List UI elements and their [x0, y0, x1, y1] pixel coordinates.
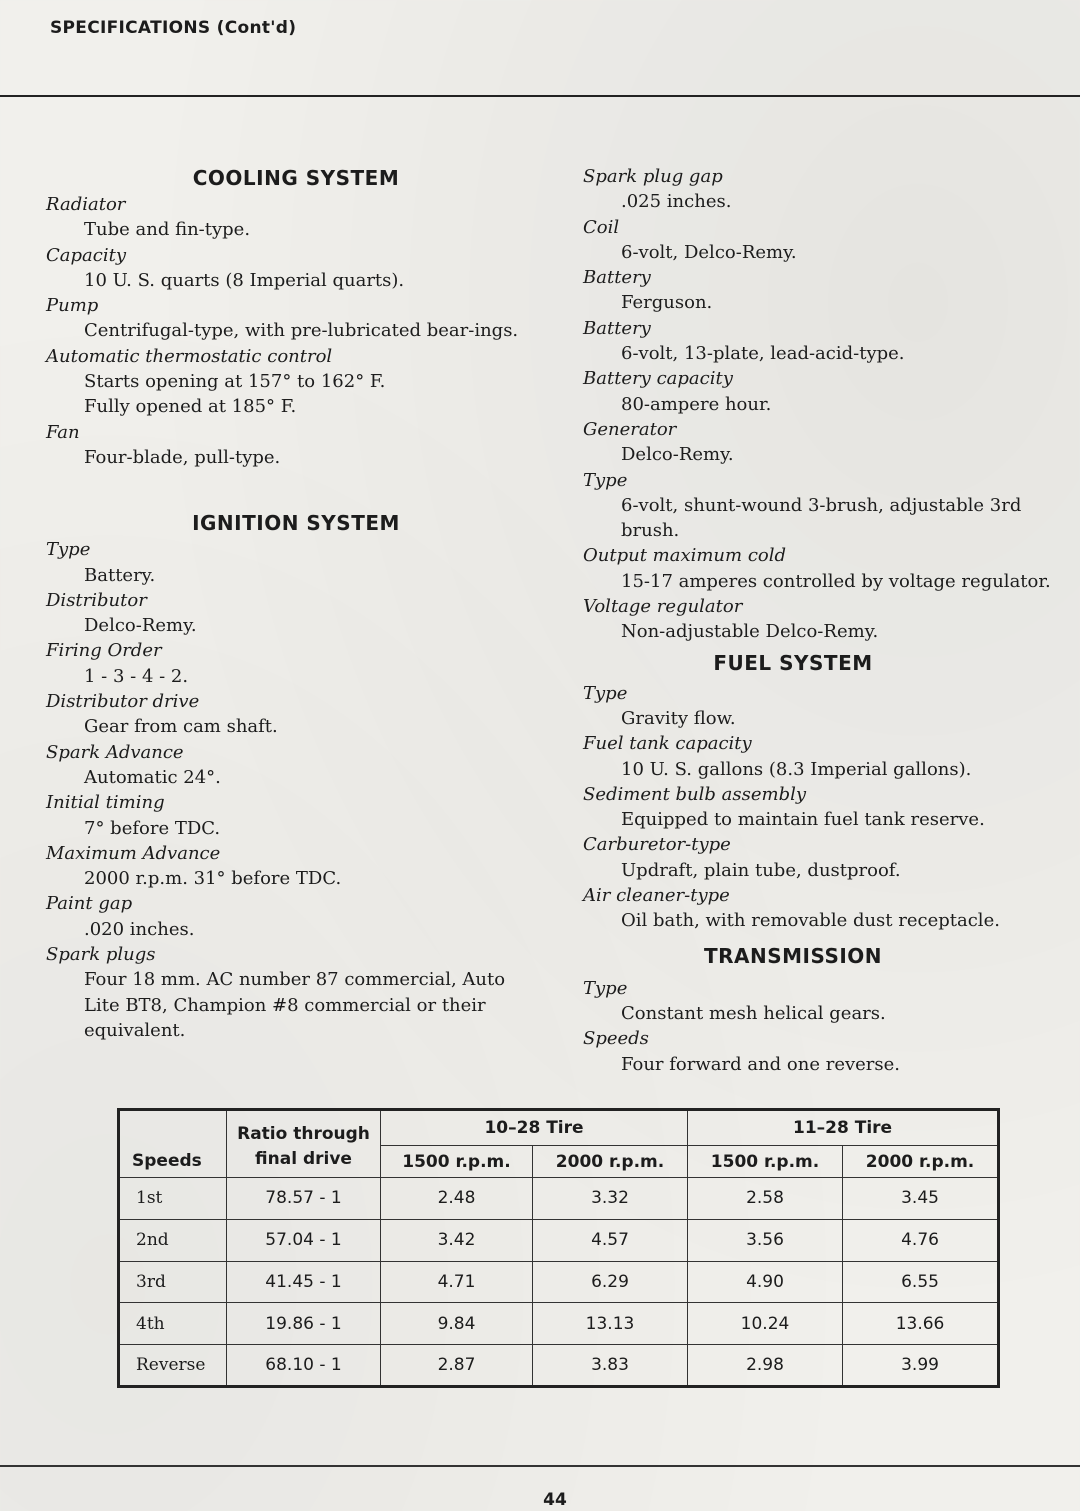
tire1-1500-cell: 9.84	[381, 1303, 533, 1345]
spec-label: Paint gap	[46, 893, 133, 915]
spec-label: Type	[46, 539, 91, 561]
ratio-header: Ratio through final drive	[227, 1110, 381, 1178]
spec-value: 7° before TDC.	[84, 817, 221, 839]
gear-speed-table	[117, 1108, 1000, 1388]
spec-value: 6-volt, 13-plate, lead-acid-type.	[621, 343, 905, 365]
spacer	[46, 470, 546, 509]
rpm-1500-header: 1500 r.p.m.	[688, 1146, 843, 1178]
speed-cell: 2nd	[119, 1219, 227, 1261]
spec-label: Battery capacity	[583, 368, 733, 390]
spec-label: Spark plug gap	[583, 166, 723, 187]
spec-value: Equipped to maintain fuel tank reserve.	[621, 809, 985, 831]
spec-value: Non-adjustable Delco-Remy.	[621, 621, 879, 643]
spec-value: Oil bath, with removable dust receptacle.	[621, 910, 1000, 932]
cooling-system-title: COOLING SYSTEM	[192, 166, 400, 190]
tire1-2000-cell: 3.83	[533, 1345, 688, 1387]
table-row	[119, 1303, 999, 1345]
tire1-2000-cell: 6.29	[533, 1261, 688, 1303]
speed-cell: 3rd	[119, 1261, 227, 1303]
table-row	[119, 1261, 999, 1303]
transmission-title: TRANSMISSION	[703, 943, 883, 968]
spec-value: Automatic 24°.	[84, 766, 221, 788]
spec-value: Constant mesh helical gears.	[621, 1002, 886, 1024]
ratio-cell: 41.45 - 1	[227, 1261, 381, 1303]
spec-label: Spark plugs	[46, 944, 156, 966]
table-body	[119, 1178, 999, 1387]
spec-value: Updraft, plain tube, dustproof.	[621, 859, 901, 881]
spec-value: Four 18 mm. AC number 87 commercial, Auto Lite BT8, Champion #8 commercial or their equivalent.	[84, 969, 506, 1041]
spec-value: Delco-Remy.	[621, 444, 734, 466]
spec-value: Four-blade, pull-type.	[84, 446, 281, 468]
spec-label: Battery	[583, 317, 651, 339]
electrical-spec-list	[583, 164, 1073, 645]
spec-label: Output maximum cold	[583, 545, 787, 567]
spec-value: Fully opened at 185° F.	[84, 396, 297, 418]
spec-label: Fuel tank capacity	[583, 733, 752, 755]
spec-label: Distributor drive	[46, 691, 200, 713]
spec-label: Type	[583, 682, 628, 704]
fuel-system-title: FUEL SYSTEM	[713, 650, 873, 675]
rpm-2000-header: 2000 r.p.m.	[843, 1146, 999, 1178]
tire2-2000-cell: 3.45	[843, 1178, 999, 1220]
spec-label: Voltage regulator	[583, 596, 743, 618]
left-column	[46, 164, 546, 1043]
gear-speed-table-wrap	[117, 1108, 997, 1388]
tire1-2000-cell: 4.57	[533, 1219, 688, 1261]
spec-value: 6-volt, shunt-wound 3-brush, adjustable 3rd brush.	[621, 494, 1022, 542]
tire2-2000-cell: 13.66	[843, 1303, 999, 1345]
spec-label: Type	[583, 977, 628, 999]
speed-cell: 4th	[119, 1303, 227, 1345]
tire1-2000-cell: 3.32	[533, 1178, 688, 1220]
spec-label: Radiator	[46, 194, 126, 215]
tire2-1500-cell: 10.24	[688, 1303, 843, 1345]
spec-label: Speeds	[583, 1028, 649, 1050]
spec-value: 2000 r.p.m. 31° before TDC.	[84, 868, 342, 890]
ignition-spec-list	[46, 537, 546, 1043]
speed-cell: 1st	[119, 1178, 227, 1220]
spec-value: .025 inches.	[621, 191, 732, 213]
spec-label: Fan	[46, 421, 80, 443]
spec-value: Tube and fin-type.	[84, 219, 251, 241]
tire1-2000-cell: 13.13	[533, 1303, 688, 1345]
tire-10-28-header: 10–28 Tire	[381, 1110, 688, 1146]
table-row	[119, 1178, 999, 1220]
ignition-system-title: IGNITION SYSTEM	[192, 511, 400, 536]
fuel-spec-list	[583, 681, 1073, 934]
spec-label: Type	[583, 469, 628, 491]
spec-label: Automatic thermostatic control	[46, 345, 333, 367]
spec-value: Delco-Remy.	[84, 615, 197, 637]
ratio-cell: 68.10 - 1	[227, 1345, 381, 1387]
spec-value: .020 inches.	[84, 918, 195, 940]
cooling-spec-list	[46, 192, 546, 470]
spec-label: Firing Order	[46, 640, 162, 662]
tire2-2000-cell: 4.76	[843, 1219, 999, 1261]
spec-label: Coil	[583, 216, 620, 238]
spec-value: Centrifugal-type, with pre-lubricated bear-ings.	[84, 320, 519, 342]
table-row	[119, 1219, 999, 1261]
spec-value: Ferguson.	[621, 292, 713, 314]
spec-value: Battery.	[84, 564, 156, 586]
spec-label: Generator	[583, 418, 677, 440]
tire2-1500-cell: 2.98	[688, 1345, 843, 1387]
table-row	[119, 1345, 999, 1387]
tire1-1500-cell: 3.42	[381, 1219, 533, 1261]
spec-label: Distributor	[46, 589, 147, 611]
spec-value: 1 - 3 - 4 - 2.	[84, 665, 189, 687]
spec-value: 80-ampere hour.	[621, 393, 772, 415]
ratio-cell: 57.04 - 1	[227, 1219, 381, 1261]
spec-value: 6-volt, Delco-Remy.	[621, 241, 797, 263]
top-rule	[0, 95, 1080, 97]
spec-label: Sediment bulb assembly	[583, 783, 807, 805]
spec-label: Capacity	[46, 244, 126, 266]
spec-value: Gear from cam shaft.	[84, 716, 278, 738]
spec-label: Air cleaner-type	[583, 885, 730, 907]
tire2-2000-cell: 3.99	[843, 1345, 999, 1387]
spec-label: Spark Advance	[46, 741, 184, 763]
spec-label: Maximum Advance	[46, 842, 221, 864]
speeds-header: Speeds	[119, 1110, 227, 1178]
ratio-cell: 19.86 - 1	[227, 1303, 381, 1345]
tire2-2000-cell: 6.55	[843, 1261, 999, 1303]
right-column	[583, 164, 1073, 1077]
page-header: SPECIFICATIONS (Cont'd)	[50, 18, 297, 38]
spec-value: 15-17 amperes controlled by voltage regulator.	[621, 570, 1051, 592]
tire1-1500-cell: 4.71	[381, 1261, 533, 1303]
page-number: 44	[543, 1490, 567, 1510]
tire-11-28-header: 11–28 Tire	[688, 1110, 999, 1146]
spec-label: Battery	[583, 267, 651, 289]
rpm-2000-header: 2000 r.p.m.	[533, 1146, 688, 1178]
spec-label: Initial timing	[46, 792, 165, 814]
tire2-1500-cell: 4.90	[688, 1261, 843, 1303]
tire1-1500-cell: 2.87	[381, 1345, 533, 1387]
spec-value: Four forward and one reverse.	[621, 1053, 901, 1075]
rpm-1500-header: 1500 r.p.m.	[381, 1146, 533, 1178]
tire2-1500-cell: 2.58	[688, 1178, 843, 1220]
ratio-cell: 78.57 - 1	[227, 1178, 381, 1220]
spec-value: Gravity flow.	[621, 707, 736, 729]
spec-value: 10 U. S. gallons (8.3 Imperial gallons).	[621, 758, 972, 780]
spec-label: Carburetor-type	[583, 834, 731, 856]
tire2-1500-cell: 3.56	[688, 1219, 843, 1261]
spec-value: Starts opening at 157° to 162° F.	[84, 371, 386, 393]
spec-label: Pump	[46, 295, 99, 317]
speed-cell: Reverse	[119, 1345, 227, 1387]
tire1-1500-cell: 2.48	[381, 1178, 533, 1220]
bottom-rule	[0, 1465, 1080, 1467]
transmission-spec-list	[583, 976, 1073, 1077]
spec-value: 10 U. S. quarts (8 Imperial quarts).	[84, 269, 405, 291]
